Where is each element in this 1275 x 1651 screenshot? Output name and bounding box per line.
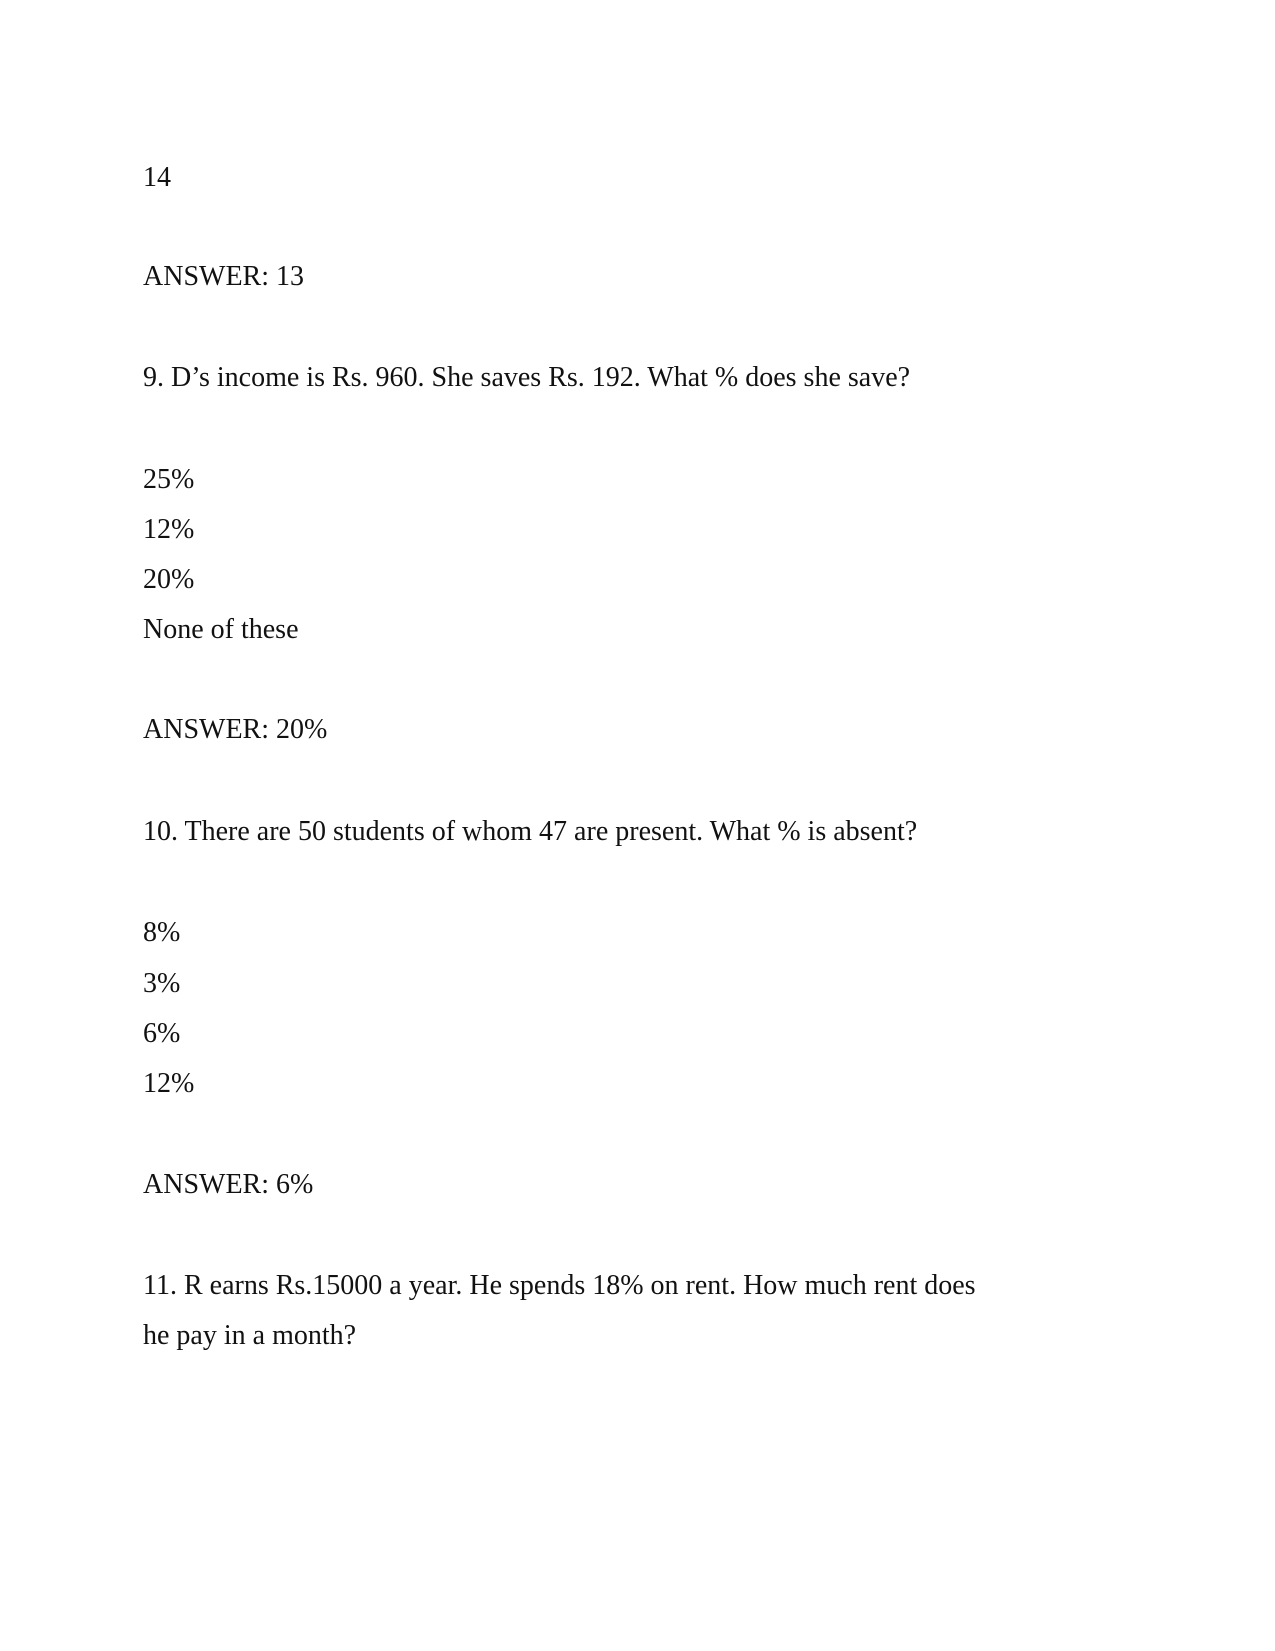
q10-option: 6% <box>143 1018 181 1049</box>
previous-answer: ANSWER: 13 <box>143 261 304 292</box>
q9-option: 25% <box>143 464 195 495</box>
q10-option: 3% <box>143 968 181 999</box>
question-11-line-2: he pay in a month? <box>143 1320 357 1351</box>
q10-option: 8% <box>143 917 181 948</box>
q9-option: 20% <box>143 564 195 595</box>
question-9: 9. D’s income is Rs. 960. She saves Rs. 192. What % does she save? <box>143 362 911 393</box>
q9-answer: ANSWER: 20% <box>143 714 328 745</box>
q10-answer: ANSWER: 6% <box>143 1169 314 1200</box>
q9-option: 12% <box>143 514 195 545</box>
q10-option: 12% <box>143 1068 195 1099</box>
q9-option: None of these <box>143 614 299 645</box>
question-10: 10. There are 50 students of whom 47 are present. What % is absent? <box>143 816 918 847</box>
question-11-line-1: 11. R earns Rs.15000 a year. He spends 18% on rent. How much rent does <box>143 1270 976 1301</box>
previous-option: 14 <box>143 162 171 193</box>
